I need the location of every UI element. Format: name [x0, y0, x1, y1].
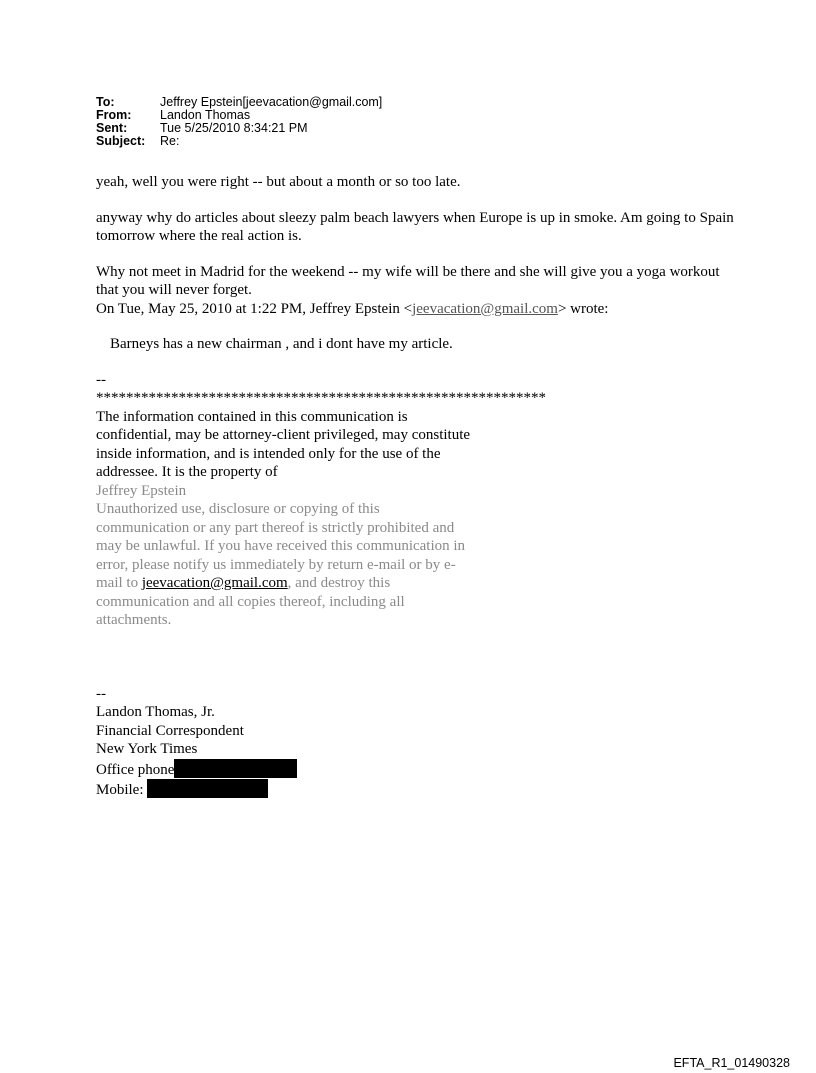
signature-office-row [96, 759, 736, 780]
email-header [96, 96, 382, 148]
disclaimer-stars: ************************************************************ [96, 390, 546, 406]
signature-dash: -- [96, 685, 106, 702]
disclaimer-grey-name: Jeffrey Epstein [96, 482, 187, 499]
disclaimer-black-text: The information contained in this communication is confidential, may be attorney-client privileged, may constitute inside information, and is intended only for the use of the addressee. It is the property of [96, 408, 471, 480]
from-label: From: [96, 108, 132, 122]
message-paragraph-2: anyway why do articles about sleezy palm beach lawyers when Europe is up in smoke. Am going to Spain tomorrow where the real action is. [96, 209, 734, 244]
quoted-text: Barneys has a new chairman , and i dont have my article. [110, 336, 453, 352]
message-paragraph-3: Why not meet in Madrid for the weekend -- my wife will be there and she will give you a yoga workout that you will never forget. [96, 263, 720, 298]
from-value: Landon Thomas [160, 108, 251, 122]
signature-org: New York Times [96, 741, 198, 757]
disclaimer-grey-pre: Unauthorized use, disclosure or copying of this communication or any part thereof is strictly prohibited and may be unlawful. If you have received this communication in error, please notify us immediately by return e-mail or by e-mail to [96, 501, 466, 591]
email-body [96, 173, 736, 800]
quote-intro-pre: On Tue, May 25, 2010 at 1:22 PM, Jeffrey Epstein < [96, 300, 413, 317]
message-line-1: yeah, well you were right -- but about a month or so too late. [96, 174, 461, 190]
quote-intro [96, 300, 736, 319]
disclaimer-email-link[interactable]: jeevacation@gmail.com [141, 575, 288, 591]
signature-mobile-row [96, 779, 736, 800]
to-label: To: [96, 95, 115, 109]
quote-intro-post: > wrote: [557, 300, 609, 317]
office-phone-label: Office phone [96, 761, 175, 778]
header-subject-row [96, 135, 382, 148]
disclaimer-block [96, 408, 476, 630]
mobile-redaction [147, 779, 268, 798]
signature-title: Financial Correspondent [96, 722, 244, 739]
mobile-label: Mobile: [96, 782, 144, 798]
disclaimer-grey-text [96, 500, 476, 630]
sent-value: Tue 5/25/2010 8:34:21 PM [160, 121, 308, 135]
to-value: Jeffrey Epstein[jeevacation@gmail.com] [160, 95, 383, 109]
signature-name: Landon Thomas, Jr. [96, 704, 215, 720]
disclaimer-grey-post: , and destroy this communication and all copies thereof, including all attachments. [96, 575, 405, 628]
office-phone-redaction [174, 759, 297, 778]
subject-value: Re: [160, 134, 180, 148]
subject-label: Subject: [96, 134, 146, 148]
disclaimer-dash: -- [96, 371, 106, 388]
quote-email-link[interactable]: jeevacation@gmail.com [412, 300, 558, 317]
document-id: EFTA_R1_01490328 [673, 1056, 790, 1070]
sent-label: Sent: [96, 121, 128, 135]
